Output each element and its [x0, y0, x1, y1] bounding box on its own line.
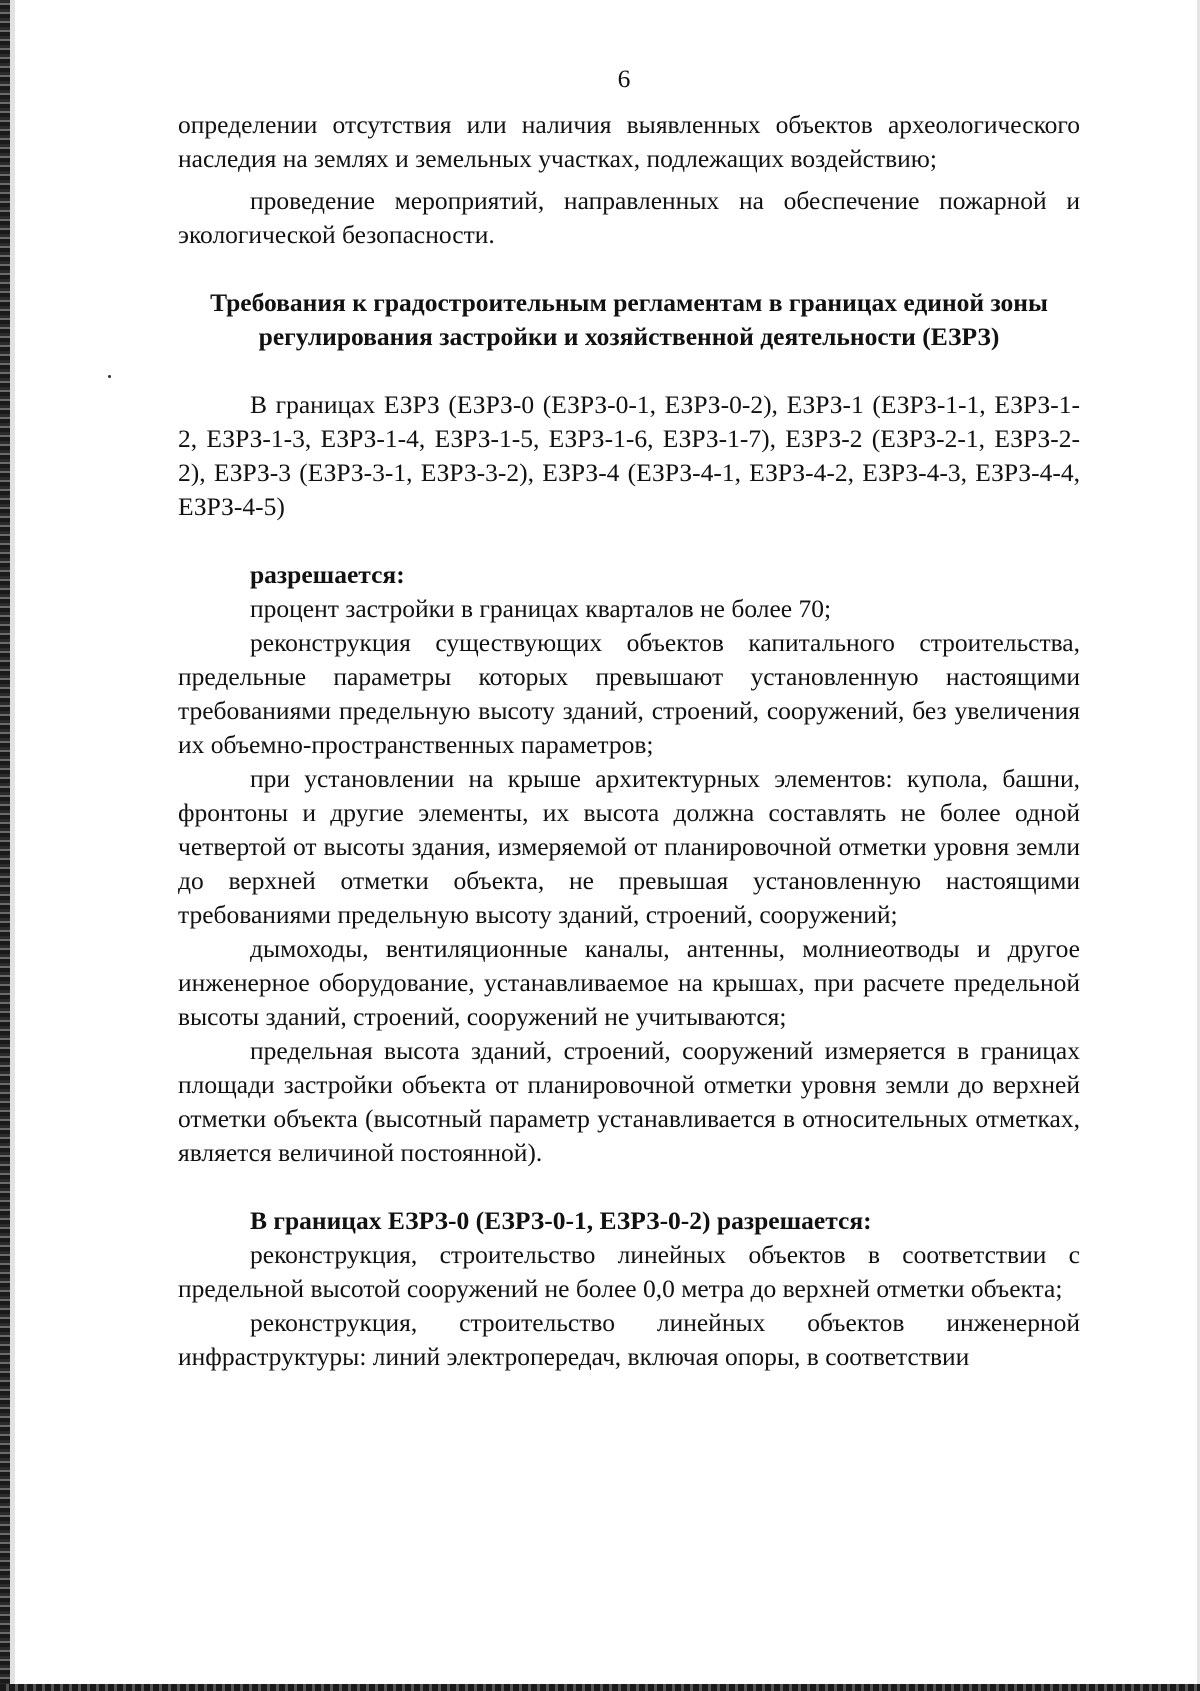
- ezrz0-label: В границах ЕЗРЗ-0 (ЕЗРЗ-0-1, ЕЗРЗ-0-2) разрешается:: [250, 1206, 872, 1235]
- paragraph-fire-safety: проведение мероприятий, направленных на обеспечение пожарной и экологической безопасности.: [178, 186, 1080, 249]
- allowed-label: разрешается:: [250, 560, 405, 589]
- paragraph-zones: В границах ЕЗРЗ (ЕЗРЗ-0 (ЕЗРЗ-0-1, ЕЗРЗ-0-2), ЕЗРЗ-1 (ЕЗРЗ-1-1, ЕЗРЗ-1-2, ЕЗРЗ-1-3, ЕЗРЗ-1-4, ЕЗРЗ-1-5, ЕЗРЗ-1-6, ЕЗРЗ-1-7), ЕЗРЗ-2 (ЕЗРЗ-2-1, ЕЗРЗ-2-2), ЕЗРЗ-3 (ЕЗРЗ-3-1, ЕЗРЗ-3-2), ЕЗРЗ-4 (ЕЗРЗ-4-1, ЕЗРЗ-4-2, ЕЗРЗ-4-3, ЕЗРЗ-4-4, ЕЗРЗ-4-5): [178, 390, 1080, 521]
- allowed-item: при установлении на крыше архитектурных элементов: купола, башни, фронтоны и другие элементы, их высота должна составлять не более одной четвертой от высоты здания, измеряемой от планировочной отметки уровня земли до верхней отметки объекта, не превышая установленную настоящими требованиями предельную высоту зданий, строений, сооружений;: [178, 764, 1080, 929]
- page-number: 6: [617, 64, 631, 93]
- document-page: [178, 62, 1080, 1374]
- allowed-item: предельная высота зданий, строений, сооружений измеряется в границах площади застройки объекта от планировочной отметки уровня земли до верхней отметки объекта (высотный параметр устанавливается в относительных отметках, является величиной постоянной).: [178, 1036, 1080, 1167]
- ezrz0-item: реконструкция, строительство линейных объектов инженерной инфраструктуры: линий электропередач, включая опоры, в соответствии: [178, 1308, 1080, 1371]
- section-heading: Требования к градостроительным регламентам в границах единой зоны регулирования застройки и хозяйственной деятельности (ЕЗРЗ): [210, 288, 1048, 351]
- scan-edge-left: [0, 0, 10, 1691]
- allowed-item: процент застройки в границах кварталов не более 70;: [250, 594, 832, 623]
- scan-edge-shadow: [10, 0, 15, 1691]
- paragraph-archaeology: определении отсутствия или наличия выявленных объектов археологического наследия на землях и земельных участках, подлежащих воздействию;: [178, 110, 1080, 173]
- allowed-item: реконструкция существующих объектов капитального строительства, предельные параметры которых превышают установленную настоящими требованиями предельную высоту зданий, строений, сооружений, без увеличения их объемно-пространственных параметров;: [178, 628, 1080, 759]
- allowed-item: дымоходы, вентиляционные каналы, антенны, молниеотводы и другое инженерное оборудование, устанавливаемое на крышах, при расчете предельной высоты зданий, строений, сооружений не учитываются;: [178, 934, 1080, 1031]
- scan-edge-bottom: [0, 1684, 1200, 1691]
- ezrz0-item: реконструкция, строительство линейных объектов в соответствии с предельной высотой сооружений не более 0,0 метра до верхней отметки объекта;: [178, 1240, 1080, 1303]
- scan-speck: [108, 375, 111, 378]
